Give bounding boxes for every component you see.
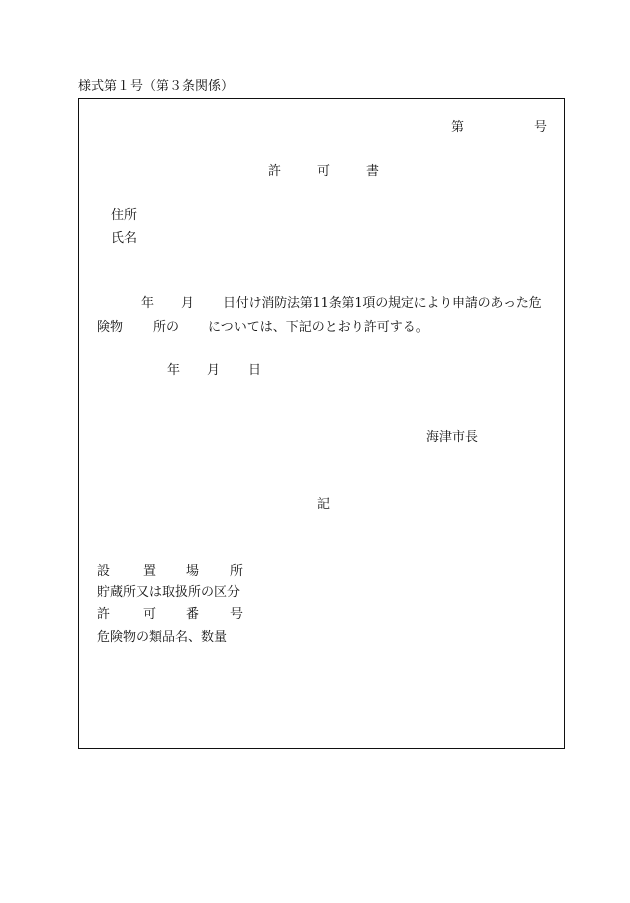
body-line1-rest: 日付け消防法第11条第1項の規定により申請のあった危 <box>223 296 542 311</box>
item-location-char-3: 場 <box>186 564 200 579</box>
name-label: 氏名 <box>111 231 138 246</box>
item-permit-number-char-1: 許 <box>97 607 111 622</box>
body-year: 年 <box>141 296 155 311</box>
section-heading: 記 <box>317 497 331 512</box>
issuer-title: 海津市長 <box>426 430 479 445</box>
item-facility-type: 貯蔵所又は取扱所の区分 <box>97 585 241 600</box>
address-label: 住所 <box>111 208 138 223</box>
item-permit-number-char-3: 番 <box>186 607 200 622</box>
issue-day: 日 <box>248 363 262 378</box>
title-char-3: 書 <box>366 164 380 179</box>
permit-document-frame <box>78 98 565 749</box>
item-permit-number-char-2: 可 <box>143 607 157 622</box>
item-location-char-1: 設 <box>97 564 111 579</box>
body-month: 月 <box>181 296 195 311</box>
number-prefix: 第 <box>451 120 465 135</box>
number-suffix: 号 <box>534 120 548 135</box>
item-permit-number-char-4: 号 <box>230 607 244 622</box>
title-char-2: 可 <box>317 164 331 179</box>
title-char-1: 許 <box>268 164 282 179</box>
body-line2-rest: については、下記のとおり許可する。 <box>208 320 429 335</box>
form-label: 様式第１号（第３条関係） <box>78 79 235 94</box>
issue-year: 年 <box>167 363 181 378</box>
item-location-char-2: 置 <box>143 564 157 579</box>
body-line2-place: 所の <box>153 320 180 335</box>
body-line2-start: 険物 <box>97 320 124 335</box>
item-hazmat: 危険物の類品名、数量 <box>97 630 228 645</box>
issue-month: 月 <box>207 363 221 378</box>
item-location-char-4: 所 <box>230 564 244 579</box>
